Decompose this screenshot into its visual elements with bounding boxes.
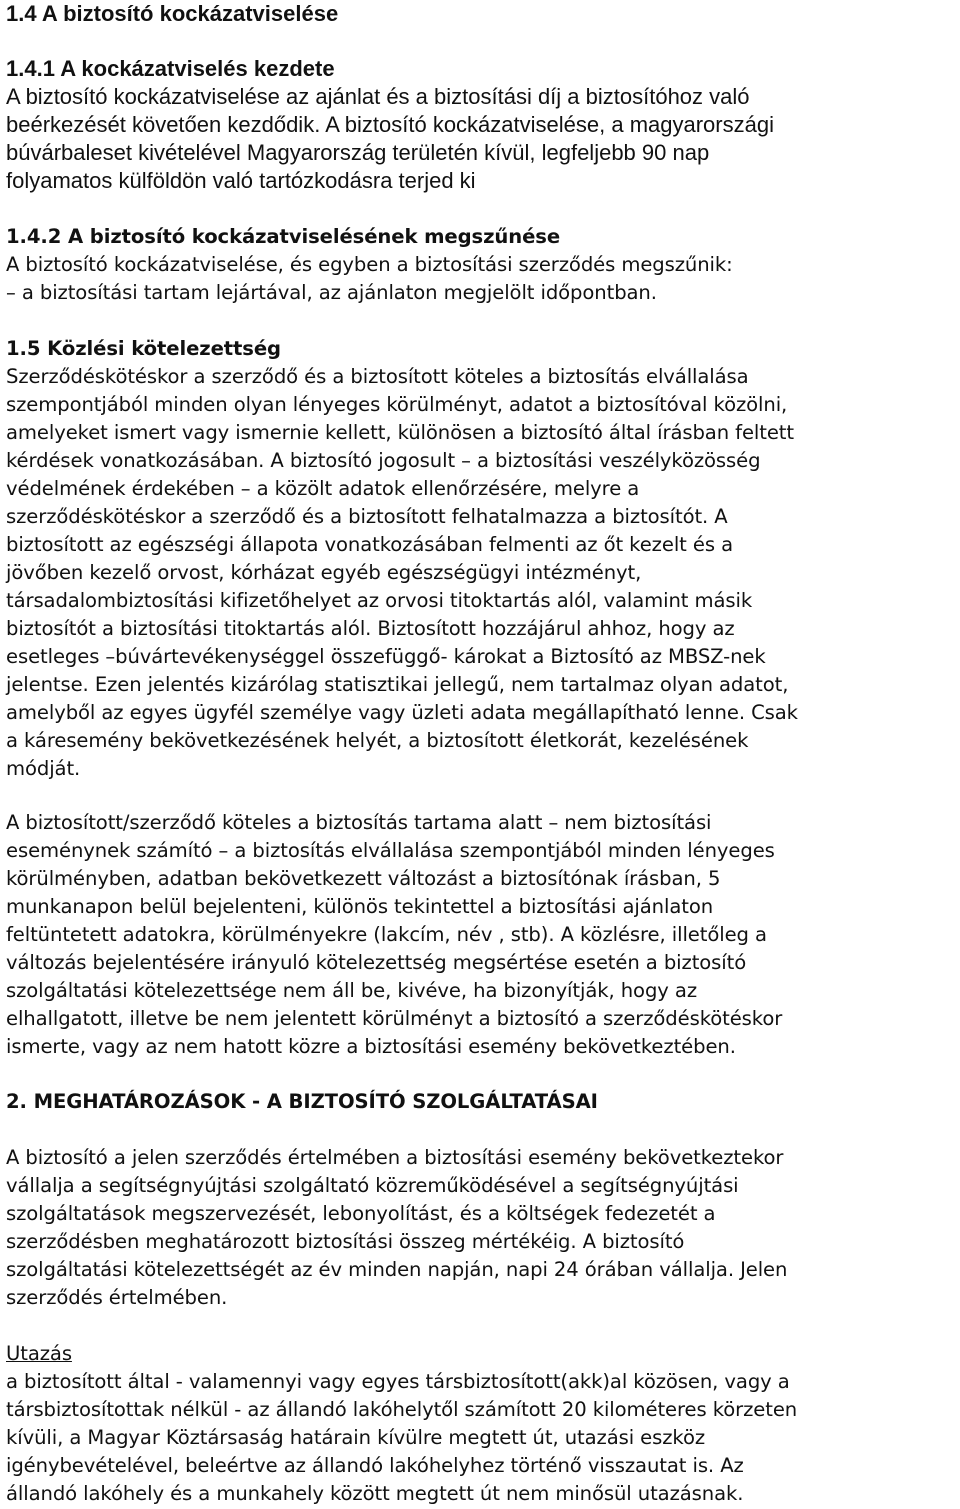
section-heading-1-4-1: 1.4.1 A kockázatviselés kezdete	[6, 56, 335, 81]
list-item: – a biztosítási tartam lejártával, az ajánlaton megjelölt időpontban.	[6, 281, 657, 304]
paragraph-line: társbiztosítottak nélkül - az állandó lakóhelytől számított 20 kilométeres körzeten	[6, 1398, 798, 1421]
paragraph-line: A biztosító kockázatviselése az ajánlat és a biztosítási díj a biztosítóhoz való	[6, 84, 750, 109]
paragraph-line: társadalombiztosítási kifizetőhelyet az orvosi titoktartás alól, valamint másik	[6, 589, 753, 612]
paragraph-line: a biztosított által - valamennyi vagy egyes társbiztosított(akk)al közösen, vagy a	[6, 1370, 790, 1393]
paragraph-line: kérdések vonatkozásában. A biztosító jogosult – a biztosítási veszélyközösség	[6, 449, 761, 472]
paragraph-line: szerződés értelmében.	[6, 1286, 228, 1309]
paragraph-line: esetleges –búvártevékenységgel összefüggő- károkat a Biztosító az MBSZ-nek	[6, 645, 766, 668]
paragraph-line: biztosítót a biztosítási titoktartás alól. Biztosított hozzájárul ahhoz, hogy az	[6, 617, 735, 640]
paragraph-line: elhallgatott, illetve be nem jelentett körülményt a biztosító a szerződéskötéskor	[6, 1007, 783, 1030]
paragraph-line: szolgáltatási kötelezettsége nem áll be, kivéve, ha bizonyítják, hogy az	[6, 979, 697, 1002]
paragraph-line: szerződéskötéskor a szerződő és a biztosított felhatalmazza a biztosítót. A	[6, 505, 728, 528]
paragraph-line: A biztosító kockázatviselése, és egyben a biztosítási szerződés megszűnik:	[6, 253, 733, 276]
section-heading-1-5: 1.5 Közlési kötelezettség	[6, 337, 281, 360]
paragraph-line: A biztosító a jelen szerződés értelmében a biztosítási esemény bekövetkeztekor	[6, 1146, 784, 1169]
paragraph-line: búvárbaleset kivételével Magyarország területén kívül, legfeljebb 90 nap	[6, 140, 710, 165]
paragraph-line: szolgáltatások megszervezését, lebonyolítást, és a költségek fedezetét a	[6, 1202, 716, 1225]
paragraph-line: folyamatos külföldön való tartózkodásra terjed ki	[6, 168, 476, 193]
paragraph-line: beérkezését követően kezdődik. A biztosító kockázatviselése, a magyarországi	[6, 112, 774, 137]
paragraph-line: feltüntetett adatokra, körülményekre (lakcím, név , stb). A közlésre, illetőleg a	[6, 923, 767, 946]
paragraph-line: amelyeket ismert vagy ismernie kellett, különösen a biztosító által írásban feltett	[6, 421, 794, 444]
section-heading-1-4: 1.4 A biztosító kockázatviselése	[6, 1, 339, 26]
section-heading-1-4-2: 1.4.2 A biztosító kockázatviselésének megszűnése	[6, 225, 561, 248]
paragraph-line: szempontjából minden olyan lényeges körülményt, adatot a biztosítóval közölni,	[6, 393, 788, 416]
paragraph-line: munkanapon belül bejelenteni, különös tekintettel a biztosítási ajánlaton	[6, 895, 714, 918]
definition-term-utazas: Utazás	[6, 1342, 72, 1365]
paragraph-line: szolgáltatási kötelezettségét az év minden napján, napi 24 órában vállalja. Jelen	[6, 1258, 788, 1281]
paragraph-line: kívüli, a Magyar Köztársaság határain kívülre megtett út, utazási eszköz	[6, 1426, 706, 1449]
paragraph-line: A biztosított/szerződő köteles a biztosítás tartama alatt – nem biztosítási	[6, 811, 712, 834]
paragraph-line: amelyből az egyes ügyfél személye vagy üzleti adata megállapítható lenne. Csak	[6, 701, 798, 724]
paragraph-line: a káresemény bekövetkezésének helyét, a biztosított életkorát, kezelésének	[6, 729, 749, 752]
paragraph-line: biztosított az egészségi állapota vonatkozásában felmenti az őt kezelt és a	[6, 533, 733, 556]
paragraph-line: szerződésben meghatározott biztosítási összeg mértékéig. A biztosító	[6, 1230, 685, 1253]
paragraph-line: védelmének érdekében – a közölt adatok ellenőrzésére, melyre a	[6, 477, 640, 500]
paragraph-line: állandó lakóhely és a munkahely között megtett út nem minősül utazásnak.	[6, 1482, 744, 1505]
paragraph-line: jövőben kezelő orvost, kórházat egyéb egészségügyi intézményt,	[6, 561, 642, 584]
paragraph-line: változás bejelentésére irányuló kötelezettség megsértése esetén a biztosító	[6, 951, 747, 974]
paragraph-line: ismerte, vagy az nem hatott közre a biztosítási esemény bekövetkeztében.	[6, 1035, 736, 1058]
paragraph-line: eseménynek számító – a biztosítás elvállalása szempontjából minden lényeges	[6, 839, 775, 862]
paragraph-line: igénybevételével, beleértve az állandó lakóhelyhez történő visszautat is. Az	[6, 1454, 744, 1477]
paragraph-line: körülményben, adatban bekövetkezett változást a biztosítónak írásban, 5	[6, 867, 721, 890]
section-heading-2: 2. MEGHATÁROZÁSOK - A BIZTOSÍTÓ SZOLGÁLTATÁSAI	[6, 1090, 598, 1113]
paragraph-line: Szerződéskötéskor a szerződő és a biztosított köteles a biztosítás elvállalása	[6, 365, 749, 388]
paragraph-line: módját.	[6, 757, 81, 780]
paragraph-line: jelentse. Ezen jelentés kizárólag statisztikai jellegű, nem tartalmaz olyan adatot,	[6, 673, 789, 696]
paragraph-line: vállalja a segítségnyújtási szolgáltató közreműködésével a segítségnyújtási	[6, 1174, 739, 1197]
